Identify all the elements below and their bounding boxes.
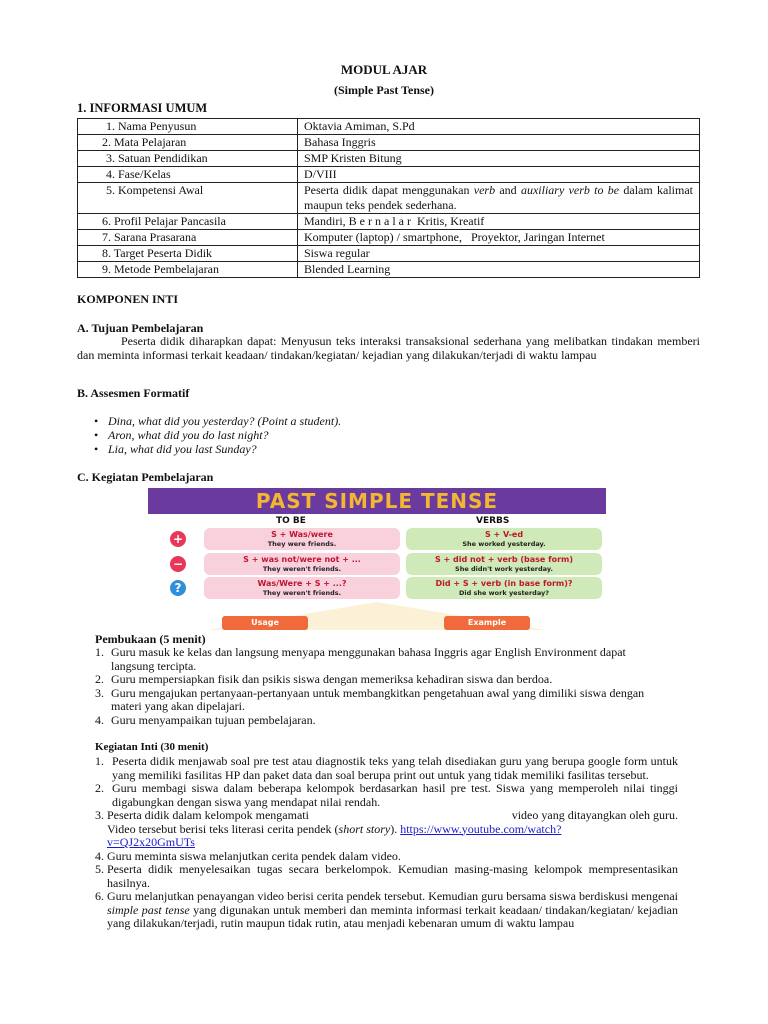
plus-icon: +	[170, 531, 186, 547]
list-item-text: Guru mengajukan pertanyaan-pertanyaan untuk membangkitkan pengetahuan awal yang dimiliki siswa dengan materi yang akan dipelajari.	[111, 685, 645, 713]
infographic-banner: PAST SIMPLE TENSE	[148, 488, 606, 514]
list-item-emphasis: simple past tense	[107, 902, 190, 917]
list-item-text: Guru mempersiapkan fisik dan psikis siswa dengan memeriksa kehadiran siswa dan berdoa.	[111, 672, 553, 686]
example: She didn't work yesterday.	[455, 565, 553, 573]
table-value: Siswa regular	[298, 246, 700, 262]
table-row	[78, 183, 700, 214]
table-label: 5. Kompetensi Awal	[78, 183, 298, 214]
list-item-text: Guru melanjutkan penayangan video berisi cerita pendek tersebut. Kemudian guru bersama siswa berdiskusi mengenai	[107, 889, 678, 903]
kegiatan-inti-list	[95, 755, 678, 931]
value-text: Peserta didik dapat menggunakan	[304, 183, 474, 197]
info-table	[77, 118, 700, 278]
table-label: 2. Mata Pelajaran	[78, 135, 298, 151]
list-item: • Lia, what did you last Sunday?	[90, 442, 341, 456]
table-label: 9. Metode Pembelajaran	[78, 262, 298, 278]
value-emphasis: auxiliary verb to be	[520, 183, 620, 197]
table-value: SMP Kristen Bitung	[298, 151, 700, 167]
to-be-positive	[204, 528, 400, 550]
list-item-text: Guru membagi siswa dalam beberapa kelompok berdasarkan hasil pre test. Siswa yang memperoleh nilai tinggi digabungkan dengan siswa yang mendapat nilai rendah.	[112, 781, 678, 809]
youtube-link-continued[interactable]: v=QJ2x20GmUTs	[107, 835, 195, 849]
table-value: D/VIII	[298, 167, 700, 183]
example-label: Example	[444, 616, 530, 630]
question-icon: ?	[170, 580, 186, 596]
table-row	[78, 119, 700, 135]
table-value	[298, 183, 700, 214]
example: She worked yesterday.	[462, 540, 546, 548]
verbs-header: VERBS	[476, 516, 510, 526]
table-value: Mandiri, B e r n a l a r Kritis, Kreatif	[298, 214, 700, 230]
list-item: 3. Peserta didik dalam kelompok mengamati video yang ditayangkan oleh guru. Video tersebut berisi teks literasi cerita pendek (short story). https://www.youtube.com/watch? v=QJ2x20GmUTs	[95, 808, 678, 849]
table-value: Blended Learning	[298, 262, 700, 278]
list-item: 3. Guru mengajukan pertanyaan-pertanyaan untuk membangkitkan pengetahuan awal yang dimiliki siswa dengan materi yang akan dipelajari.	[95, 685, 645, 713]
list-item-text: Peserta didik menjawab soal pre test atau diagnostik teks yang telah disediakan guru yang berupa google form untuk yang memiliki fasilitas HP dan paket data dan soal berupa print out untuk yang tidak memiliki fasilitas tersebut.	[112, 754, 678, 782]
tujuan-heading: A. Tujuan Pembelajaran	[77, 321, 204, 335]
list-item: • Aron, what did you do last night?	[90, 428, 341, 442]
table-row	[78, 230, 700, 246]
table-label: 8. Target Peserta Didik	[78, 246, 298, 262]
pembukaan-list	[95, 646, 655, 727]
table-row	[78, 246, 700, 262]
infographic-base-shape	[148, 600, 606, 632]
table-value: Komputer (laptop) / smartphone, Proyektor, Jaringan Internet	[298, 230, 700, 246]
table-label: 6. Profil Pelajar Pancasila	[78, 214, 298, 230]
youtube-link[interactable]: https://www.youtube.com/watch?	[400, 821, 562, 836]
komponen-inti-heading: KOMPONEN INTI	[77, 292, 179, 306]
usage-label: Usage	[222, 616, 308, 630]
list-item: 5. Peserta didik menyelesaikan tugas secara berkelompok. Kemudian masing-masing kelompok mempresentasikan hasilnya.	[95, 862, 678, 890]
table-row	[78, 135, 700, 151]
table-label: 7. Sarana Prasarana	[78, 230, 298, 246]
value-text: dalam kalimat maupun teks pendek sederhana.	[304, 183, 693, 212]
example: Did she work yesterday?	[458, 589, 550, 597]
tujuan-text: Peserta didik diharapkan dapat: Menyusun teks interaksi transaksional sederhana yang melibatkan tindakan memberi dan meminta informasi terkait keadaan/ tindakan/kegiatan/ kejadian yang dilakukan/terjadi di waktu lampau	[77, 334, 700, 362]
list-item-text: Video tersebut berisi teks literasi cerita pendek (	[107, 821, 339, 836]
formula: S + was not/were not + ...	[243, 555, 361, 564]
table-row	[78, 167, 700, 183]
assesmen-heading: B. Assesmen Formatif	[77, 386, 190, 400]
formula: S + Was/were	[271, 530, 333, 539]
list-item: 4. Guru menyampaikan tujuan pembelajaran.	[95, 712, 316, 727]
to-be-negative	[204, 553, 400, 575]
verbs-positive	[406, 528, 602, 550]
table-label: 3. Satuan Pendidikan	[78, 151, 298, 167]
list-item-text: video yang ditayangkan oleh guru.	[511, 808, 678, 822]
list-item: 2. Guru membagi siswa dalam beberapa kelompok berdasarkan hasil pre test. Siswa yang memperoleh nilai tinggi digabungkan dengan siswa yang mendapat nilai rendah.	[95, 781, 678, 809]
formula: S + V-ed	[484, 530, 524, 539]
pembukaan-heading: Pembukaan (5 menit)	[95, 632, 206, 646]
section-informasi-umum: 1. INFORMASI UMUM	[77, 101, 208, 115]
page-title: MODUL AJAR	[340, 62, 428, 77]
kegiatan-heading: C. Kegiatan Pembelajaran	[77, 470, 214, 484]
list-item-text: Guru masuk ke kelas dan langsung menyapa menggunakan bahasa Inggris agar English Environment dapat langsung tercipta.	[111, 645, 626, 673]
value-emphasis: verb	[473, 183, 496, 197]
list-item: 2. Guru mempersiapkan fisik dan psikis siswa dengan memeriksa kehadiran siswa dan berdoa.	[95, 672, 553, 686]
to-be-question	[204, 577, 400, 599]
example: They were friends.	[267, 540, 337, 548]
value-text: and	[495, 183, 521, 197]
list-item-text: yang digunakan untuk memberi dan meminta informasi terkait keadaan/ tindakan/kegiatan/ kejadian yang dilakukan/terjadi, rutin maupun tidak rutin, atau menjadi kebenaran umum di waktu lampau	[107, 902, 678, 930]
past-simple-tense-infographic	[148, 488, 606, 632]
table-value: Bahasa Inggris	[298, 135, 700, 151]
example: They weren't friends.	[262, 565, 342, 573]
list-item: 1. Peserta didik menjawab soal pre test atau diagnostik teks yang telah disediakan guru yang berupa google form untuk yang memiliki fasilitas HP dan paket data dan soal berupa print out untuk yang tidak memiliki fasilitas tersebut.	[95, 754, 678, 782]
verbs-negative	[406, 553, 602, 575]
kegiatan-inti-heading: Kegiatan Inti (30 menit)	[95, 741, 209, 753]
table-row	[78, 214, 700, 230]
list-item-emphasis: short story	[338, 821, 391, 836]
table-row	[78, 151, 700, 167]
table-label: 4. Fase/Kelas	[78, 167, 298, 183]
table-label: 1. Nama Penyusun	[78, 119, 298, 135]
list-item: 4. Guru meminta siswa melanjutkan cerita pendek dalam video.	[95, 848, 401, 863]
assesmen-list	[90, 414, 341, 456]
list-item: 6. Guru melanjutkan penayangan video berisi cerita pendek tersebut. Kemudian guru bersama siswa berdiskusi mengenai simple past tense yang digunakan untuk memberi dan meminta informasi terkait keadaan/ tindakan/kegiatan/ kejadian yang dilakukan/terjadi, rutin maupun tidak rutin, atau menjadi kebenaran umum di waktu lampau	[95, 889, 678, 930]
list-item-text: Peserta didik dalam kelompok mengamati	[107, 808, 309, 822]
table-value: Oktavia Amiman, S.Pd	[298, 119, 700, 135]
list-item-text: Guru meminta siswa melanjutkan cerita pendek dalam video.	[107, 848, 401, 863]
example: They weren't friends.	[262, 589, 342, 597]
minus-icon: −	[170, 556, 186, 572]
list-item: • Dina, what did you yesterday? (Point a student).	[90, 414, 341, 428]
table-row	[78, 262, 700, 278]
to-be-header: TO BE	[276, 516, 306, 526]
list-item-text: Guru menyampaikan tujuan pembelajaran.	[111, 712, 316, 727]
list-item-text: Peserta didik menyelesaikan tugas secara berkelompok. Kemudian masing-masing kelompok mempresentasikan hasilnya.	[107, 862, 678, 890]
formula: Did + S + verb (in base form)?	[435, 579, 573, 588]
page-subtitle: (Simple Past Tense)	[333, 83, 434, 97]
verbs-question	[406, 577, 602, 599]
formula: Was/Were + S + ...?	[257, 579, 347, 588]
formula: S + did not + verb (base form)	[434, 555, 574, 564]
list-item: 1. Guru masuk ke kelas dan langsung menyapa menggunakan bahasa Inggris agar English Environment dapat langsung tercipta.	[95, 645, 626, 673]
list-item-text: ).	[390, 821, 398, 836]
